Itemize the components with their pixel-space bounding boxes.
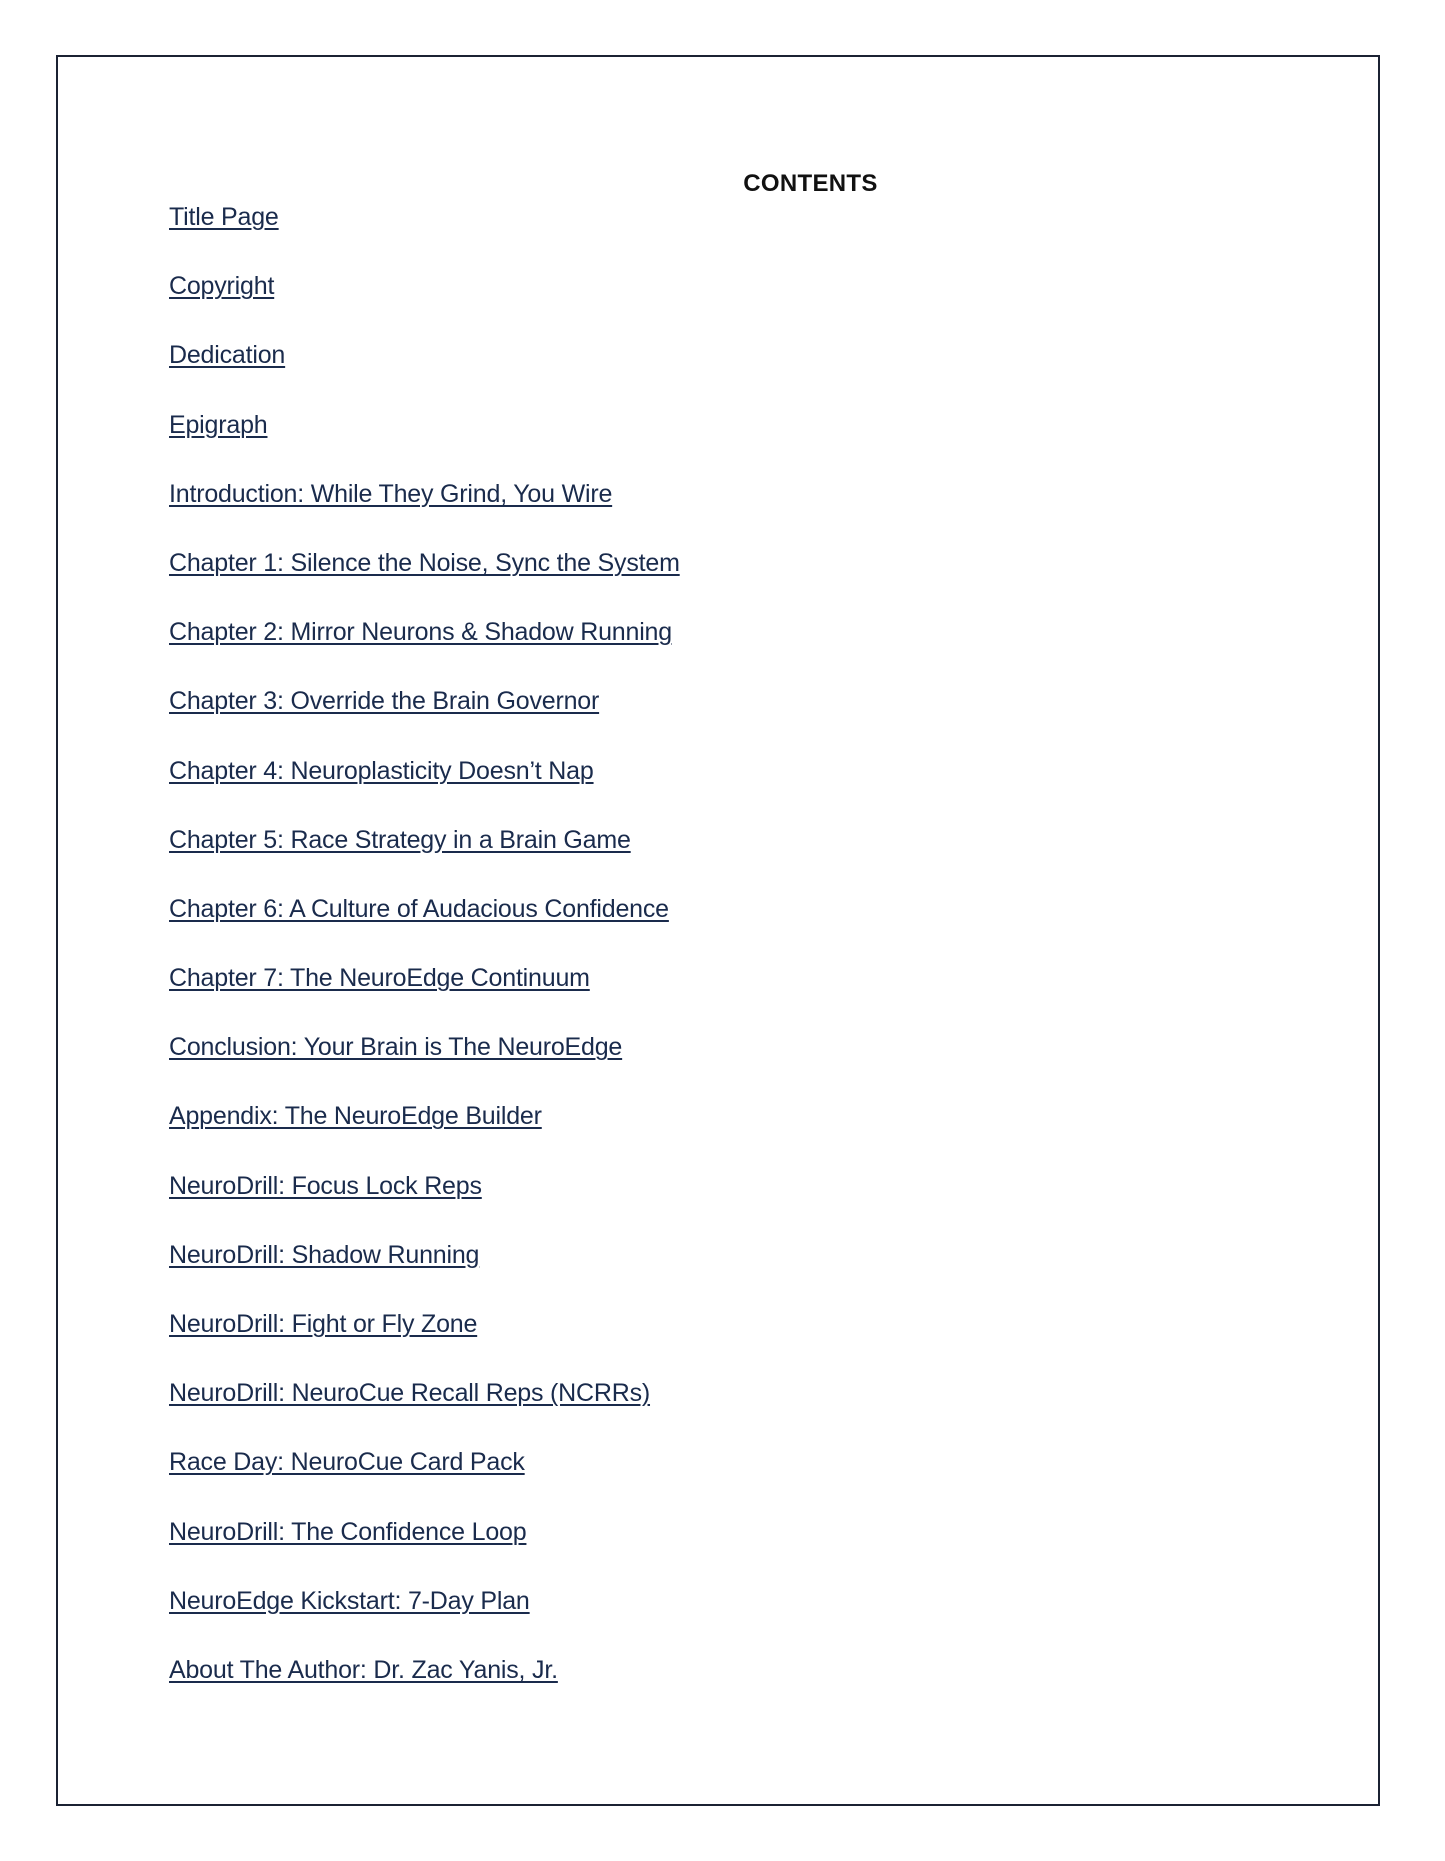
toc-item [169, 825, 680, 894]
toc-item [169, 479, 680, 548]
toc-heading: CONTENTS [743, 170, 878, 197]
toc-link-neurodrill-focus-lock[interactable]: NeuroDrill: Focus Lock Reps [169, 1171, 482, 1200]
page-frame [56, 55, 1380, 1806]
toc-item [169, 1447, 680, 1516]
toc-link-neurodrill-confidence-loop[interactable]: NeuroDrill: The Confidence Loop [169, 1517, 527, 1546]
toc-link-chapter-4[interactable]: Chapter 4: Neuroplasticity Doesn’t Nap [169, 756, 594, 785]
toc-link-dedication[interactable]: Dedication [169, 341, 286, 370]
toc-item [169, 1517, 680, 1586]
toc-item [169, 548, 680, 617]
toc-item [169, 410, 680, 479]
toc-link-copyright[interactable]: Copyright [169, 272, 275, 301]
toc-link-title-page[interactable]: Title Page [169, 203, 279, 231]
toc-link-chapter-6[interactable]: Chapter 6: A Culture of Audacious Confidence [169, 894, 669, 923]
toc-link-introduction[interactable]: Introduction: While They Grind, You Wire [169, 479, 613, 508]
toc-item [169, 1309, 680, 1378]
toc-item [169, 686, 680, 755]
toc-link-appendix[interactable]: Appendix: The NeuroEdge Builder [169, 1102, 542, 1131]
toc-item [169, 1378, 680, 1447]
toc-link-chapter-5[interactable]: Chapter 5: Race Strategy in a Brain Game [169, 825, 631, 854]
toc-item [169, 1032, 680, 1101]
toc-link-chapter-1[interactable]: Chapter 1: Silence the Noise, Sync the System [169, 548, 680, 577]
toc-item [169, 1586, 680, 1655]
toc-item [169, 963, 680, 1032]
toc-link-chapter-7[interactable]: Chapter 7: The NeuroEdge Continuum [169, 964, 590, 993]
toc-item [169, 1655, 680, 1724]
toc-link-about-author[interactable]: About The Author: Dr. Zac Yanis, Jr. [169, 1655, 558, 1684]
toc-link-chapter-2[interactable]: Chapter 2: Mirror Neurons & Shadow Running [169, 618, 672, 647]
toc-item [169, 1171, 680, 1240]
toc-link-neurodrill-shadow-running[interactable]: NeuroDrill: Shadow Running [169, 1240, 480, 1269]
toc-link-neurodrill-fight-or-fly[interactable]: NeuroDrill: Fight or Fly Zone [169, 1310, 478, 1338]
toc-item [169, 340, 680, 409]
toc-item [169, 617, 680, 686]
toc-link-neurodrill-ncrrs[interactable]: NeuroDrill: NeuroCue Recall Reps (NCRRs) [169, 1379, 651, 1408]
toc-link-kickstart[interactable]: NeuroEdge Kickstart: 7-Day Plan [169, 1586, 530, 1615]
toc-item [169, 271, 680, 340]
toc-item [169, 1240, 680, 1309]
toc-link-race-day[interactable]: Race Day: NeuroCue Card Pack [169, 1448, 525, 1477]
toc-item [169, 756, 680, 825]
toc-link-chapter-3[interactable]: Chapter 3: Override the Brain Governor [169, 687, 600, 716]
toc-item [169, 202, 680, 271]
toc-link-conclusion[interactable]: Conclusion: Your Brain is The NeuroEdge [169, 1033, 623, 1062]
toc-link-epigraph[interactable]: Epigraph [169, 410, 268, 439]
toc-item [169, 1101, 680, 1170]
toc-item [169, 894, 680, 963]
toc-list [169, 202, 680, 1724]
